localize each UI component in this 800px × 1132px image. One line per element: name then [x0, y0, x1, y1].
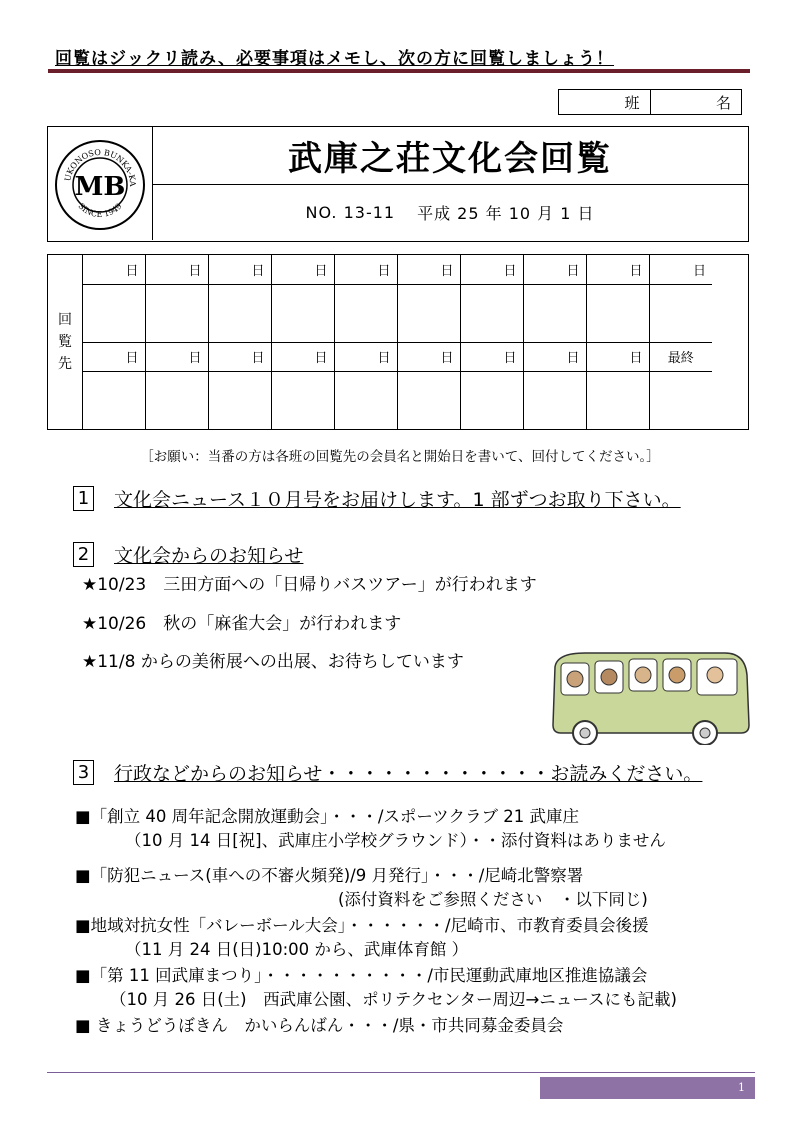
section-1	[73, 485, 681, 512]
date-cell[interactable]: 日	[334, 255, 397, 284]
admin-notice-line: (添付資料をご参照ください ・以下同じ)	[338, 890, 648, 909]
route-label-char: 覧	[58, 334, 72, 350]
final-cell[interactable]: 最終	[649, 342, 712, 371]
notice-item: ★10/26 秋の「麻雀大会」が行われます	[82, 614, 402, 634]
member-cell[interactable]	[334, 284, 397, 342]
circulation-route-table	[47, 254, 749, 430]
notice-item: ★10/23 三田方面への「日帰りバスツアー」が行われます	[82, 575, 537, 595]
document-title: 武庫之荘文化会回覧	[152, 127, 748, 185]
admin-notice-line: （10 月 14 日[祝]、武庫庄小学校グラウンド）・・添付資料はありません	[125, 831, 666, 850]
member-cell[interactable]	[523, 284, 586, 342]
group-name-box	[558, 89, 742, 115]
banner-rule	[48, 69, 750, 73]
member-cell[interactable]	[271, 371, 334, 429]
date-cell[interactable]: 日	[82, 342, 145, 371]
member-cell[interactable]	[82, 371, 145, 429]
logo-cell	[48, 127, 153, 240]
member-cell[interactable]	[397, 284, 460, 342]
date-cell[interactable]: 日	[82, 255, 145, 284]
member-cell[interactable]	[586, 371, 649, 429]
member-cell[interactable]	[586, 284, 649, 342]
date-cell[interactable]: 日	[271, 255, 334, 284]
logo-ring-top: UKONOSO BUNKA-KA	[63, 147, 138, 187]
member-cell[interactable]	[397, 371, 460, 429]
circulation-banner: 回覧はジックリ読み、必要事項はメモし、次の方に回覧しましょう！	[55, 49, 615, 69]
member-cell[interactable]	[523, 371, 586, 429]
date-cell[interactable]: 日	[397, 255, 460, 284]
page-number: 1	[540, 1077, 755, 1099]
section-2	[73, 541, 303, 568]
date-cell[interactable]: 日	[145, 342, 208, 371]
section-number: 1	[73, 486, 94, 511]
issue-date: 平成 25 年 10 月 1 日	[417, 204, 595, 223]
section-number: 2	[73, 542, 94, 567]
document-header	[47, 126, 749, 242]
date-cell[interactable]: 日	[397, 342, 460, 371]
member-cell[interactable]	[145, 284, 208, 342]
date-cell[interactable]: 日	[271, 342, 334, 371]
date-cell[interactable]: 日	[208, 255, 271, 284]
admin-notice-line: ■ きょうどうぼきん かいらんばん・・・/県・市共同募金委員会	[75, 1016, 564, 1035]
section-1-text: 文化会ニュース１０月号をお届けします。1 部ずつお取り下さい。	[114, 489, 681, 511]
section-3-title: 行政などからのお知らせ・・・・・・・・・・・・お読みください。	[114, 763, 703, 785]
section-3	[73, 759, 702, 786]
admin-notice-line: ■地域対抗女性「バレーボール大会」・・・・・・/尼崎市、市教育委員会後援	[75, 916, 649, 935]
date-cell[interactable]: 日	[586, 342, 649, 371]
member-cell[interactable]	[460, 371, 523, 429]
member-cell[interactable]	[334, 371, 397, 429]
date-cell[interactable]: 日	[208, 342, 271, 371]
member-cell[interactable]	[460, 284, 523, 342]
member-cell[interactable]	[145, 371, 208, 429]
issue-info	[152, 184, 748, 241]
member-cell[interactable]	[649, 284, 712, 342]
member-cell[interactable]	[82, 284, 145, 342]
admin-notice-line: （11 月 24 日(日)10:00 から、武庫体育館 ）	[125, 940, 469, 959]
route-label-char: 回	[58, 312, 72, 328]
group-label: 班	[624, 93, 640, 112]
date-cell[interactable]: 日	[145, 255, 208, 284]
footer-rule	[47, 1072, 755, 1073]
date-cell[interactable]: 日	[460, 342, 523, 371]
route-grid	[82, 255, 712, 429]
date-cell[interactable]: 日	[523, 255, 586, 284]
date-cell[interactable]: 日	[649, 255, 712, 284]
admin-notice-line: ■「防犯ニュース(車への不審火頻発)/9 月発行」・・・/尼崎北警察署	[75, 866, 584, 885]
date-cell[interactable]: 日	[460, 255, 523, 284]
section-2-title: 文化会からのお知らせ	[114, 545, 304, 567]
date-cell[interactable]: 日	[523, 342, 586, 371]
notice-item: ★11/8 からの美術展への出展、お待ちしています	[82, 652, 464, 672]
admin-notice-line: ■「創立 40 周年記念開放運動会」・・・/スポーツクラブ 21 武庫庄	[75, 807, 580, 826]
admin-notice-line: ■「第 11 回武庫まつり」・・・・・・・・・・/市民運動武庫地区推進協議会	[75, 966, 648, 985]
mb-logo	[48, 127, 152, 240]
member-cell[interactable]	[271, 284, 334, 342]
date-cell[interactable]: 日	[334, 342, 397, 371]
route-label	[48, 255, 83, 429]
member-cell[interactable]	[208, 284, 271, 342]
bus-illustration	[545, 645, 755, 745]
admin-notice-line: （10 月 26 日(土) 西武庫公園、ポリテクセンター周辺→ニュースにも記載)	[110, 990, 677, 1009]
logo-ring-bottom: SINCE 1949	[76, 201, 124, 220]
route-label-char: 先	[58, 356, 72, 372]
member-cell[interactable]	[208, 371, 271, 429]
name-label: 名	[650, 90, 742, 114]
request-note: ［お願い：当番の方は各班の回覧先の会員名と開始日を書いて、回付してください。］	[140, 449, 660, 465]
date-cell[interactable]: 日	[586, 255, 649, 284]
logo-letters: MB	[74, 172, 126, 202]
member-cell[interactable]	[649, 371, 712, 429]
issue-number: NO. 13-11	[305, 203, 396, 222]
section-number: 3	[73, 760, 94, 785]
